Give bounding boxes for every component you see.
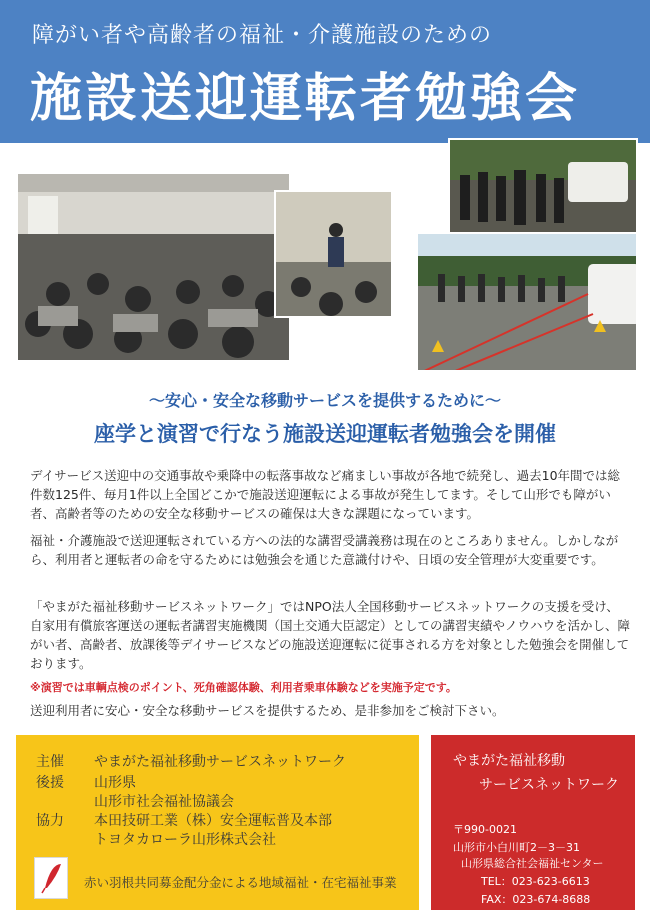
note-mark: ※	[30, 681, 41, 694]
telephone: TEL：023-623-6613	[481, 875, 590, 888]
postal-code: 〒990-0021	[453, 823, 517, 836]
address-line-2: 山形県総合社会福祉センター	[461, 857, 604, 870]
organizer-name	[453, 749, 619, 797]
coop-row-2	[36, 829, 276, 849]
lecture-hall-photo	[16, 172, 291, 362]
host-name: やまがた福祉移動サービスネットワーク	[94, 754, 346, 770]
outdoor-group-photo	[448, 138, 638, 235]
vehicle-exercise-photo	[416, 232, 638, 372]
host-role: 主催	[36, 754, 64, 770]
support-role: 後援	[36, 775, 64, 791]
sponsor-panel	[16, 735, 419, 910]
tagline: ～安心・安全な移動サービスを提供するために～	[148, 391, 501, 410]
coop-name-2: トヨタカローラ山形株式会社	[94, 832, 276, 848]
header-banner	[0, 0, 650, 143]
coop-row	[36, 810, 332, 830]
paragraph-obligation: 福祉・介護施設で送迎運転されている方への法的な講習受講義務は現在のところありません。しかしながら、利用者と運転者の命を守るためには勉強会を通じた意識付けや、日頃の安全管理が大変重要です。	[30, 533, 619, 567]
header-subtitle: 障がい者や高齢者の福祉・介護施設のための	[32, 23, 493, 48]
coop-name-1: 本田技研工業（株）安全運転普及本部	[94, 813, 332, 829]
red-feather-logo	[34, 857, 68, 899]
paragraph-invitation: 送迎利用者に安心・安全な移動サービスを提供するため、是非参加をご検討下さい。	[30, 703, 505, 718]
support-name-1: 山形県	[94, 775, 136, 791]
organizer-panel	[431, 735, 635, 910]
support-row-2	[36, 791, 234, 811]
address-line-1: 山形市小白川町2－3－31	[453, 841, 580, 854]
organizer-name-line-2: サービスネットワーク	[479, 777, 619, 793]
note-text: 演習では車輌点検のポイント、死角確認体験、利用者乗車体験などを実施予定です。	[40, 681, 457, 694]
instructor-photo	[274, 190, 393, 318]
host-row	[36, 751, 346, 771]
paragraph-accidents: デイサービス送迎中の交通事故や乗降中の転落事故など痛ましい事故が各地で続発し、過去10年間では総件数125件、毎月1件以上全国どこかで施設送迎運転による事故が発生してます。そして山形でも障がい者、高齢者等のための安全な移動サービスの確保は大きな課題になっています。	[30, 468, 621, 521]
exercise-note	[30, 679, 457, 695]
paragraph-organizer: 「やまがた福祉移動サービスネットワーク」ではNPO法人全国移動サービスネットワークの支援を受け、自家用有償旅客運送の運転者講習実施機関（国土交通大臣認定）としての講習実績やノウハウを活かし、障がい者、高齢者、放課後等デイサービスなどの施設送迎運転に従事される方を対象とした勉強会を開催しております。	[30, 599, 631, 671]
main-heading: 座学と演習で行なう施設送迎運転者勉強会を開催	[94, 422, 556, 446]
header-title: 施設送迎運転者勉強会	[30, 69, 581, 129]
fax: FAX：023-674-8688	[481, 893, 591, 906]
support-row	[36, 772, 136, 792]
funding-note: 赤い羽根共同募金配分金による地域福祉・在宅福祉事業	[84, 875, 397, 890]
organizer-name-line-1: やまがた福祉移動	[453, 753, 565, 769]
coop-role: 協力	[36, 813, 64, 829]
support-name-2: 山形市社会福祉協議会	[94, 794, 234, 810]
